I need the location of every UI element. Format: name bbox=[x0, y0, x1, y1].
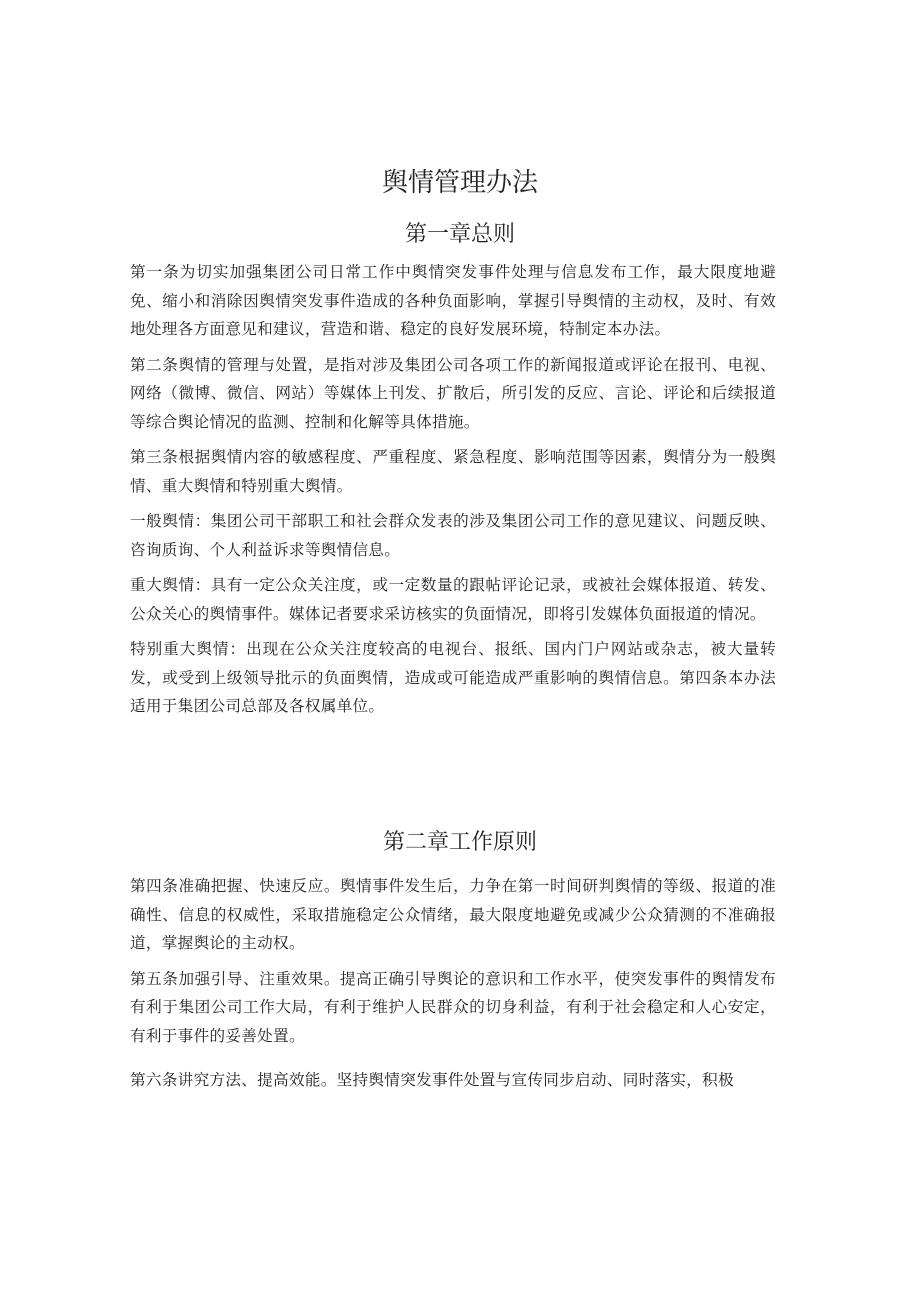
article-3-paragraph: 第三条根据舆情内容的敏感程度、严重程度、紧急程度、影响范围等因素，舆情分为一般舆情、重大舆情和特别重大舆情。 bbox=[130, 448, 776, 495]
chapter-1-heading: 第一章总则 bbox=[404, 222, 515, 247]
chapter-2-heading: 第二章工作原则 bbox=[382, 830, 537, 855]
article-5-paragraph: 第五条加强引导、注重效果。提高正确引导舆论的意识和工作水平，使突发事件的舆情发布有利于集团公司工作大局，有利于维护人民群众的切身利益，有利于社会稳定和人心安定，有利于事件的妥善处置。 bbox=[130, 969, 776, 1045]
chapter-1-body bbox=[130, 258, 776, 728]
major-opinion-paragraph: 重大舆情：具有一定公众关注度，或一定数量的跟帖评论记录，或被社会媒体报道、转发、公众关心的舆情事件。媒体记者要求采访核实的负面情况，即将引发媒体负面报道的情况。 bbox=[130, 576, 776, 623]
document-title: 舆情管理办法 bbox=[381, 168, 538, 198]
article-4-paragraph: 第四条准确把握、快速反应。舆情事件发生后，力争在第一时间研判舆情的等级、报道的准确性、信息的权威性，采取措施稳定公众情绪，最大限度地避免或减少公众猜测的不准确报道，掌握舆论的主动权。 bbox=[130, 877, 776, 952]
article-6-paragraph: 第六条讲究方法、提高效能。坚持舆情突发事件处置与宣传同步启动、同时落实，积极 bbox=[130, 1071, 734, 1089]
chapter-2-body bbox=[130, 872, 776, 1102]
article-2-paragraph: 第二条舆情的管理与处置，是指对涉及集团公司各项工作的新闻报道或评论在报刊、电视、网络（微博、微信、网站）等媒体上刊发、扩散后，所引发的反应、言论、评论和后续报道等综合舆论情况的监测、控制和化解等具体措施。 bbox=[130, 355, 776, 431]
article-1-paragraph: 第一条为切实加强集团公司日常工作中舆情突发事件处理与信息发布工作，最大限度地避免、缩小和消除因舆情突发事件造成的各种负面影响，掌握引导舆情的主动权，及时、有效地处理各方面意见和建议，营造和谐、稳定的良好发展环境，特制定本办法。 bbox=[130, 263, 776, 338]
general-opinion-paragraph: 一般舆情：集团公司干部职工和社会群众发表的涉及集团公司工作的意见建议、问题反映、咨询质询、个人利益诉求等舆情信息。 bbox=[130, 512, 776, 559]
especially-major-opinion-paragraph: 特别重大舆情：出现在公众关注度较高的电视台、报纸、国内门户网站或杂志，被大量转发，或受到上级领导批示的负面舆情，造成或可能造成严重影响的舆情信息。第四条本办法适用于集团公司总部及各权属单位。 bbox=[130, 640, 776, 715]
